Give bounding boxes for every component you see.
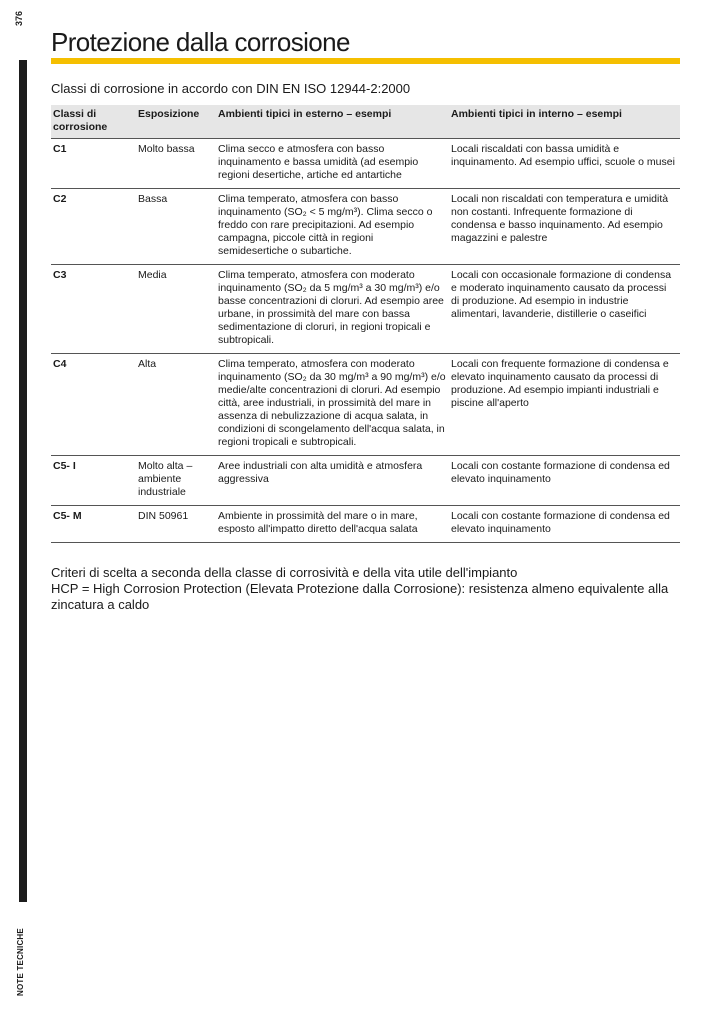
note-hcp: HCP = High Corrosion Protection (Elevata Protezione dalla Corrosione): resistenza almeno equivalente alla zincatura a caldo xyxy=(51,581,669,612)
cell-class: C2 xyxy=(51,189,136,265)
cell-outdoor: Clima temperato, atmosfera con moderato inquinamento (SO₂ da 5 mg/m³ a 30 mg/m³) e/o basse concentrazioni di cloruri. Ad esempio aree urbane, in prossimità del mare con bassa sedimentazione di cloruri, in regioni tropicali e subtropicali. xyxy=(216,265,449,354)
cell-indoor: Locali non riscaldati con temperatura e umidità non costanti. Infrequente formazione di condensa e basso inquinamento. Ad esempio magazzini e palestre xyxy=(449,189,680,265)
cell-class: C1 xyxy=(51,139,136,189)
cell-outdoor: Clima secco e atmosfera con basso inquinamento e bassa umidità (ad esempio regioni desertiche, artiche ed antartiche xyxy=(216,139,449,189)
cell-indoor: Locali con costante formazione di condensa ed elevato inquinamento xyxy=(449,506,680,543)
cell-exposure: Bassa xyxy=(136,189,216,265)
cell-indoor: Locali riscaldati con bassa umidità e inquinamento. Ad esempio uffici, scuole o musei xyxy=(449,139,680,189)
table-row xyxy=(51,456,680,506)
table-row xyxy=(51,139,680,189)
header-indoor: Ambienti tipici in interno – esempi xyxy=(449,105,680,139)
header-class: Classi di corrosione xyxy=(51,105,136,139)
cell-outdoor: Aree industriali con alta umidità e atmosfera aggressiva xyxy=(216,456,449,506)
title-underline xyxy=(51,58,680,64)
cell-exposure: Molto bassa xyxy=(136,139,216,189)
cell-outdoor: Clima temperato, atmosfera con basso inquinamento (SO₂ < 5 mg/m³). Clima secco o freddo con rare precipitazioni. Ad esempio campagna, piccole città in regioni semidesertiche o subartiche. xyxy=(216,189,449,265)
corrosion-classes-table xyxy=(51,105,680,543)
cell-outdoor: Clima temperato, atmosfera con moderato inquinamento (SO₂ da 30 mg/m³ a 90 mg/m³) e/o medie/alte concentrazioni di cloruri. Ad esempio città, aree industriali, in prossimità del mare in assenza di nebulizzazione di acqua salata, in condizioni di scongelamento dell'acqua salata, in regioni tropicali e subtropicali. xyxy=(216,354,449,456)
table-row xyxy=(51,506,680,543)
cell-exposure: Media xyxy=(136,265,216,354)
note-criteria: Criteri di scelta a seconda della classe di corrosività e della vita utile dell'impianto xyxy=(51,565,518,580)
table-row xyxy=(51,265,680,354)
cell-indoor: Locali con occasionale formazione di condensa e moderato inquinamento causato da processi di produzione. Ad esempio in industrie alimentari, lavanderie, distillerie o caseifici xyxy=(449,265,680,354)
cell-class: C4 xyxy=(51,354,136,456)
cell-outdoor: Ambiente in prossimità del mare o in mare, esposto all'impatto diretto dell'acqua salata xyxy=(216,506,449,543)
cell-indoor: Locali con frequente formazione di condensa e elevato inquinamento causato da processi di produzione. Ad esempio impianti industriali e piscine all'aperto xyxy=(449,354,680,456)
page-title: Protezione dalla corrosione xyxy=(51,27,350,57)
side-bar xyxy=(19,60,27,902)
page-number: 376 xyxy=(14,10,24,26)
cell-class: C3 xyxy=(51,265,136,354)
cell-class: C5- I xyxy=(51,456,136,506)
cell-exposure: Alta xyxy=(136,354,216,456)
section-label: NOTE TECNICHE xyxy=(16,928,25,996)
cell-exposure: Molto alta – ambiente industriale xyxy=(136,456,216,506)
header-exposure: Esposizione xyxy=(136,105,216,139)
notes-section xyxy=(51,565,680,613)
table-caption: Classi di corrosione in accordo con DIN EN ISO 12944-2:2000 xyxy=(51,81,411,96)
header-outdoor: Ambienti tipici in esterno – esempi xyxy=(216,105,449,139)
table-header-row xyxy=(51,105,680,139)
cell-exposure: DIN 50961 xyxy=(136,506,216,543)
cell-indoor: Locali con costante formazione di condensa ed elevato inquinamento xyxy=(449,456,680,506)
table-row xyxy=(51,354,680,456)
cell-class: C5- M xyxy=(51,506,136,543)
table-row xyxy=(51,189,680,265)
corrosion-classes-table-wrapper xyxy=(51,105,680,543)
